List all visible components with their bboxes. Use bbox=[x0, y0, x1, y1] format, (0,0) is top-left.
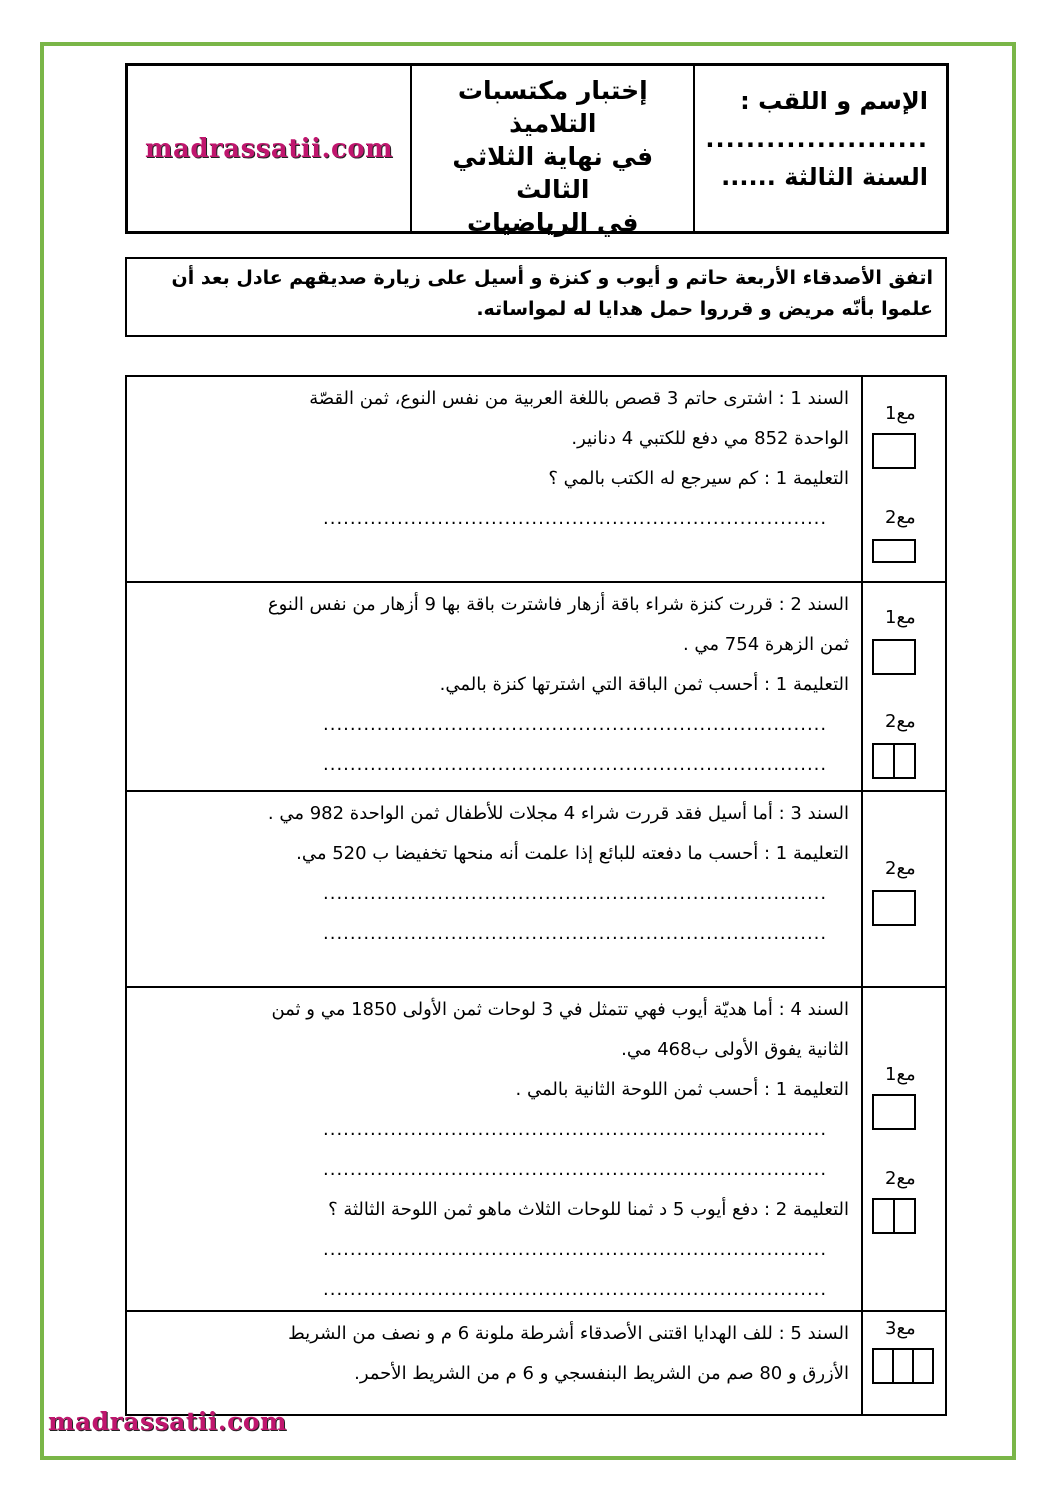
answer-line[interactable]: ........................................................................... bbox=[323, 1159, 828, 1180]
mark-label: مع2 bbox=[885, 858, 916, 879]
student-info bbox=[695, 66, 946, 231]
mark-label: مع2 bbox=[885, 507, 916, 528]
marks-cell bbox=[862, 987, 946, 1311]
mark-box[interactable] bbox=[872, 890, 916, 926]
answer-line[interactable]: ........................................................................... bbox=[323, 508, 828, 529]
marks-cell bbox=[862, 376, 946, 582]
exercise-text: التعليمة 1 : كم سيرجع له الكتب بالمي ؟ bbox=[548, 468, 849, 489]
exercise-text: الواحدة 852 مي دفع للكتبي 4 دنانير. bbox=[571, 428, 849, 449]
exercise-text: السند 4 : أما هديّة أيوب فهي تتمثل في 3 لوحات ثمن الأولى 1850 مي و ثمن bbox=[271, 999, 849, 1020]
site-logo: madrassatii.com bbox=[144, 133, 394, 164]
name-label: الإسم و اللقب : bbox=[740, 87, 928, 115]
exercise-text: السند 1 : اشترى حاتم 3 قصص باللغة العربية من نفس النوع، ثمن القصّة bbox=[309, 388, 849, 409]
exercise-text: الأزرق و 80 صم من الشريط البنفسجي و 6 م من الشريط الأحمر. bbox=[354, 1363, 849, 1384]
exercise-content bbox=[126, 376, 862, 582]
mark-box[interactable] bbox=[872, 639, 916, 675]
grade-label: السنة الثالثة ...... bbox=[721, 163, 928, 191]
mark-box[interactable] bbox=[872, 1094, 916, 1130]
exercise-row bbox=[126, 376, 946, 582]
answer-line[interactable]: ........................................................................... bbox=[323, 1119, 828, 1140]
exercise-content bbox=[126, 791, 862, 987]
exercise-content bbox=[126, 987, 862, 1311]
title-line: إختبار مكتسبات التلاميذ bbox=[457, 76, 648, 138]
exercise-text: السند 3 : أما أسيل فقد قررت شراء 4 مجلات للأطفال ثمن الواحدة 982 مي . bbox=[267, 803, 849, 824]
answer-line[interactable]: ........................................................................... bbox=[323, 883, 828, 904]
exam-title bbox=[412, 66, 695, 237]
exercise-row bbox=[126, 791, 946, 987]
mark-label: مع1 bbox=[885, 1064, 916, 1085]
mark-label: مع1 bbox=[885, 607, 916, 628]
mark-box[interactable] bbox=[872, 433, 916, 469]
answer-line[interactable]: ........................................................................... bbox=[323, 923, 828, 944]
header-table bbox=[125, 63, 949, 237]
exercise-text: التعليمة 1 : أحسب ثمن اللوحة الثانية بالمي . bbox=[515, 1079, 849, 1100]
exercise-text: التعليمة 1 : أحسب ما دفعته للبائع إذا علمت أنه منحها تخفيضا ب 520 مي. bbox=[296, 843, 849, 864]
exercise-text: التعليمة 1 : أحسب ثمن الباقة التي اشترتها كنزة بالمي. bbox=[439, 674, 849, 695]
mark-label: مع3 bbox=[885, 1318, 916, 1339]
marks-cell bbox=[862, 582, 946, 791]
exercise-content bbox=[126, 1311, 862, 1415]
mark-label: مع2 bbox=[885, 1168, 916, 1189]
logo-cell bbox=[128, 66, 412, 231]
exercise-text: التعليمة 2 : دفع أيوب 5 د ثمنا للوحات الثلاث ماهو ثمن اللوحة الثالثة ؟ bbox=[328, 1199, 849, 1220]
mark-label: مع1 bbox=[885, 403, 916, 424]
name-blank: ...................... bbox=[705, 125, 928, 153]
mark-box[interactable] bbox=[872, 1198, 916, 1234]
answer-line[interactable]: ........................................................................... bbox=[323, 714, 828, 735]
exercise-row bbox=[126, 1311, 946, 1415]
exercise-text: ثمن الزهرة 754 مي . bbox=[682, 634, 849, 655]
answer-line[interactable]: ........................................................................... bbox=[323, 1279, 828, 1300]
intro-box: اتفق الأصدقاء الأربعة حاتم و أيوب و كنزة و أسيل على زيارة صديقهم عادل بعد أن علموا بأنّه مريض و قرروا حمل هدايا له لمواساته. bbox=[125, 257, 947, 337]
exercise-text: السند 2 : قررت كنزة شراء باقة أزهار فاشترت باقة بها 9 أزهار من نفس النوع bbox=[267, 594, 849, 615]
answer-line[interactable]: ........................................................................... bbox=[323, 1239, 828, 1260]
exercise-row bbox=[126, 582, 946, 791]
exercise-text: الثانية يفوق الأولى ب468 مي. bbox=[621, 1039, 849, 1060]
exercise-table bbox=[125, 375, 947, 1416]
answer-line[interactable]: ........................................................................... bbox=[323, 754, 828, 775]
marks-cell bbox=[862, 791, 946, 987]
exercise-text: السند 5 : للف الهدايا اقتنى الأصدقاء أشرطة ملونة 6 م و نصف من الشريط bbox=[288, 1323, 849, 1344]
title-line: في نهاية الثلاثي الثالث bbox=[452, 142, 654, 204]
title-line: في الرياضيات bbox=[467, 208, 639, 237]
mark-box[interactable] bbox=[872, 743, 916, 779]
footer-logo: madrassatii.com bbox=[48, 1407, 287, 1436]
exercise-row bbox=[126, 987, 946, 1311]
mark-label: مع2 bbox=[885, 711, 916, 732]
marks-cell bbox=[862, 1311, 946, 1415]
mark-box[interactable] bbox=[872, 1348, 934, 1384]
exercise-content bbox=[126, 582, 862, 791]
mark-box[interactable] bbox=[872, 539, 916, 563]
